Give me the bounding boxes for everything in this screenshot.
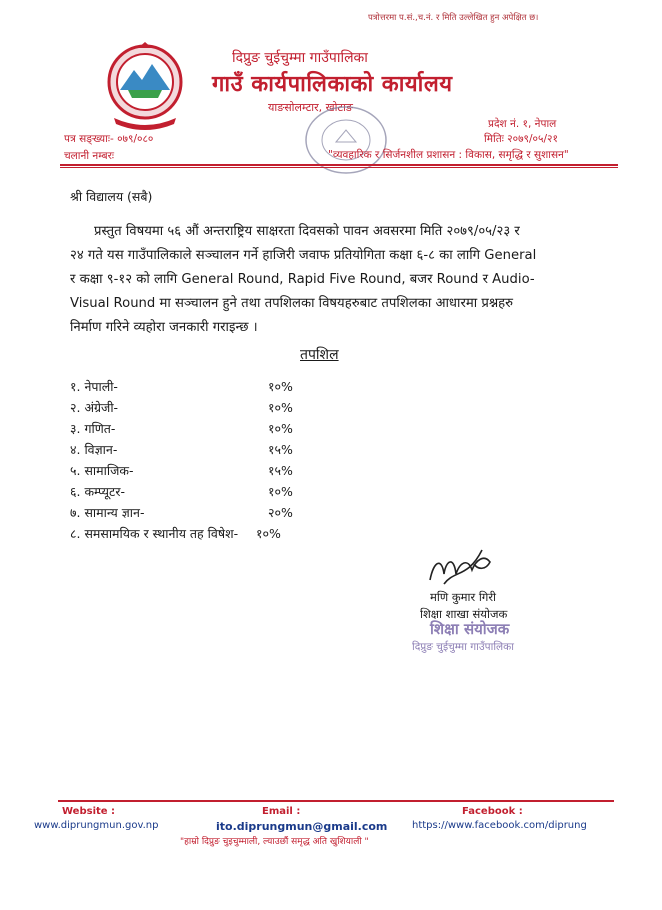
subject-weight: १०% xyxy=(268,400,293,415)
subject-label: ३. गणित- xyxy=(70,421,116,436)
dispatch-number: चलानी नम्बरः xyxy=(64,150,115,162)
body-line: प्रस्तुत विषयमा ५६ औं अन्तराष्ट्रिय साक्षरता दिवसको पावन अवसरमा मिति २०७९/०५/२३ र xyxy=(94,224,520,239)
website-label: Website : xyxy=(62,806,116,817)
stamp-title: शिक्षा संयोजक xyxy=(430,620,510,638)
body-line: निर्माण गरिने व्यहोरा जनकारी गराइन्छ । xyxy=(70,320,258,335)
subject-label: ७. सामान्य ज्ञान- xyxy=(70,505,145,520)
subject-label: १. नेपाली- xyxy=(70,379,118,394)
top-note: पत्रोत्तरमा प.सं.,च.नं. र मिति उल्लेखित हुन अपेक्षित छ। xyxy=(368,13,539,23)
subject-label: ६. कम्प्यूटर- xyxy=(70,484,125,499)
signatory-name: मणि कुमार गिरी xyxy=(430,590,497,604)
header-divider-thin xyxy=(60,167,618,168)
subject-weight: १०% xyxy=(268,484,293,499)
facebook-link[interactable]: https://www.facebook.com/diprung xyxy=(412,820,587,831)
subject-weight: १५% xyxy=(268,442,293,457)
reference-number: पत्र सङ्ख्याः- ०७९/०८० xyxy=(64,133,154,145)
header-divider xyxy=(60,164,618,166)
website-link[interactable]: www.diprungmun.gov.np xyxy=(34,820,159,831)
recipient: श्री विद्यालय (सबै) xyxy=(70,189,153,204)
municipality-name: दिप्रुङ चुईचुम्मा गाउँपालिका xyxy=(232,50,368,66)
subject-label: २. अंग्रेजी- xyxy=(70,400,119,415)
signatory-title: शिक्षा शाखा संयोजक xyxy=(420,607,508,621)
subject-label: ४. विज्ञान- xyxy=(70,442,118,457)
footer-quote: "हाम्रो दिप्रुङ चुइचुम्माली, ल्याउछौं समृद्ध अति खुशियाली " xyxy=(180,837,369,847)
body-line: २४ गते यस गाउँपालिकाले सञ्चालन गर्ने हाजिरी जवाफ प्रतियोगिता कक्षा ६-८ का लागि General xyxy=(70,248,537,263)
handwritten-signature xyxy=(424,540,498,594)
subject-weight: १५% xyxy=(268,463,293,478)
body-line: र कक्षा ९-१२ को लागि General Round, Rapid Five Round, बजर Round र Audio- xyxy=(70,272,535,287)
office-name: गाउँ कार्यपालिकाको कार्यालय xyxy=(212,72,453,97)
office-address: याङसोलम्टार, खोटाङ xyxy=(268,101,353,114)
nepal-emblem-icon xyxy=(104,40,186,132)
subject-label: ५. सामाजिक- xyxy=(70,463,134,478)
facebook-label: Facebook : xyxy=(462,806,523,817)
subject-weight: १०% xyxy=(268,421,293,436)
stamp-organization: दिप्रुङ चुईचुम्मा गाउँपालिका xyxy=(412,641,514,653)
subject-weight: २०% xyxy=(268,505,293,520)
province: प्रदेश नं. १, नेपाल xyxy=(488,118,557,130)
subject-weight: १०% xyxy=(268,379,293,394)
subject-label: ८. समसामयिक र स्थानीय तह विषेश- xyxy=(70,526,239,541)
footer-divider xyxy=(58,800,614,802)
email-link[interactable]: ito.diprungmun@gmail.com xyxy=(216,820,388,833)
subject-weight: १०% xyxy=(256,526,281,541)
schedule-title: तपशिल xyxy=(300,347,339,363)
email-label: Email : xyxy=(262,806,301,817)
body-line: Visual Round मा सञ्चालन हुने तथा तपशिलका विषयहरुबाट तपशिलका आधारमा प्रश्नहरु xyxy=(70,296,514,311)
office-slogan: "व्यवहारिक र सिर्जनशील प्रशासन : विकास, समृद्धि र सुशासन" xyxy=(328,149,569,161)
letter-date: मितिः २०७९/०५/२१ xyxy=(484,133,558,145)
letter-body xyxy=(70,220,586,340)
